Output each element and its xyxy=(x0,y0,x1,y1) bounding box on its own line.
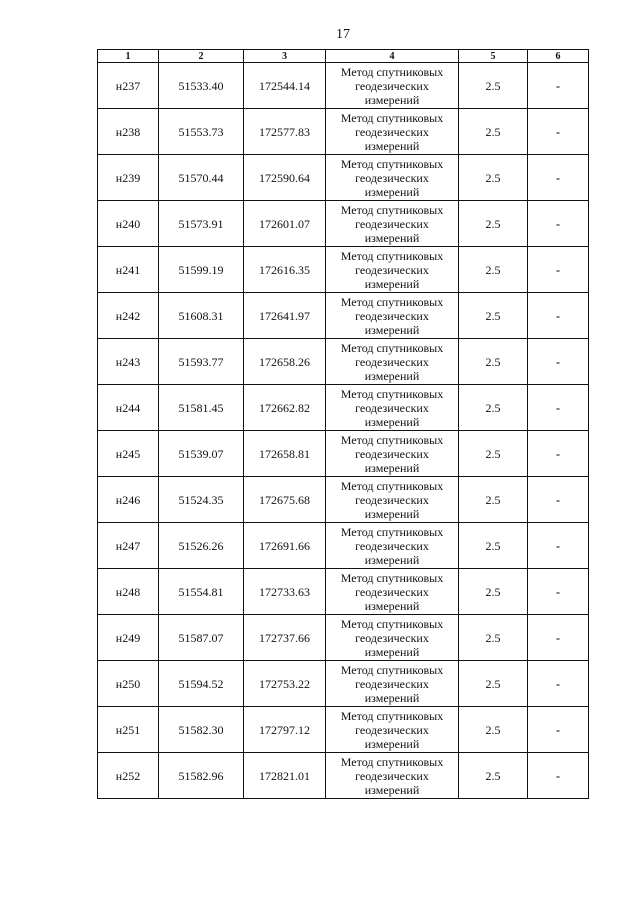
table-row xyxy=(98,615,589,661)
note-text: - xyxy=(556,492,560,507)
note-text: - xyxy=(556,216,560,231)
cell-note xyxy=(528,615,589,661)
cell-x: 51594.52 xyxy=(159,661,244,707)
cell-y: 172797.12 xyxy=(244,707,326,753)
table-row xyxy=(98,109,589,155)
note-text: - xyxy=(556,630,560,645)
cell-x: 51581.45 xyxy=(159,385,244,431)
cell-x: 51599.19 xyxy=(159,247,244,293)
note-text: - xyxy=(556,722,560,737)
note-text: - xyxy=(556,400,560,415)
header-cell-6: 6 xyxy=(528,50,589,63)
cell-method xyxy=(326,155,459,201)
cell-x: 51573.91 xyxy=(159,201,244,247)
cell-note xyxy=(528,477,589,523)
coordinates-table xyxy=(97,49,589,799)
table-row xyxy=(98,247,589,293)
header-cell-1: 1 xyxy=(98,50,159,63)
note-text: - xyxy=(556,78,560,93)
cell-y: 172658.26 xyxy=(244,339,326,385)
note-text: - xyxy=(556,446,560,461)
table-row xyxy=(98,431,589,477)
note-text: - xyxy=(556,124,560,139)
cell-y: 172675.68 xyxy=(244,477,326,523)
cell-accuracy: 2.5 xyxy=(459,339,528,385)
cell-y: 172658.81 xyxy=(244,431,326,477)
cell-accuracy: 2.5 xyxy=(459,247,528,293)
cell-x: 51570.44 xyxy=(159,155,244,201)
cell-point: н238 xyxy=(98,109,159,155)
cell-note xyxy=(528,385,589,431)
cell-x: 51582.30 xyxy=(159,707,244,753)
cell-point: н237 xyxy=(98,63,159,109)
method-text: Метод спутниковых геодезических измерений xyxy=(340,754,444,797)
method-text: Метод спутниковых геодезических измерений xyxy=(340,156,444,199)
cell-accuracy: 2.5 xyxy=(459,293,528,339)
cell-point: н239 xyxy=(98,155,159,201)
cell-note xyxy=(528,753,589,799)
table-row xyxy=(98,523,589,569)
cell-accuracy: 2.5 xyxy=(459,201,528,247)
cell-y: 172733.63 xyxy=(244,569,326,615)
page-number: 17 xyxy=(336,27,350,42)
cell-method xyxy=(326,63,459,109)
cell-note xyxy=(528,339,589,385)
cell-accuracy: 2.5 xyxy=(459,569,528,615)
table-row xyxy=(98,707,589,753)
cell-point: н241 xyxy=(98,247,159,293)
cell-y: 172737.66 xyxy=(244,615,326,661)
cell-note xyxy=(528,661,589,707)
table-row xyxy=(98,477,589,523)
table-row xyxy=(98,339,589,385)
cell-method xyxy=(326,201,459,247)
cell-note xyxy=(528,109,589,155)
note-text: - xyxy=(556,768,560,783)
cell-point: н245 xyxy=(98,431,159,477)
note-text: - xyxy=(556,308,560,323)
cell-y: 172753.22 xyxy=(244,661,326,707)
cell-accuracy: 2.5 xyxy=(459,661,528,707)
cell-y: 172641.97 xyxy=(244,293,326,339)
cell-y: 172691.66 xyxy=(244,523,326,569)
table-row xyxy=(98,293,589,339)
header-cell-3: 3 xyxy=(244,50,326,63)
method-text: Метод спутниковых геодезических измерений xyxy=(340,616,444,659)
table-row xyxy=(98,385,589,431)
cell-method xyxy=(326,293,459,339)
cell-x: 51524.35 xyxy=(159,477,244,523)
note-text: - xyxy=(556,538,560,553)
cell-x: 51533.40 xyxy=(159,63,244,109)
method-text: Метод спутниковых геодезических измерений xyxy=(340,248,444,291)
header-cell-5: 5 xyxy=(459,50,528,63)
cell-x: 51554.81 xyxy=(159,569,244,615)
table-row xyxy=(98,661,589,707)
cell-y: 172590.64 xyxy=(244,155,326,201)
header-cell-2: 2 xyxy=(159,50,244,63)
method-text: Метод спутниковых геодезических измерений xyxy=(340,662,444,705)
cell-note xyxy=(528,201,589,247)
cell-y: 172601.07 xyxy=(244,201,326,247)
cell-method xyxy=(326,569,459,615)
cell-method xyxy=(326,707,459,753)
cell-y: 172821.01 xyxy=(244,753,326,799)
method-text: Метод спутниковых геодезических измерений xyxy=(340,386,444,429)
cell-note xyxy=(528,523,589,569)
cell-note xyxy=(528,63,589,109)
cell-method xyxy=(326,615,459,661)
cell-y: 172577.83 xyxy=(244,109,326,155)
cell-accuracy: 2.5 xyxy=(459,707,528,753)
cell-method xyxy=(326,523,459,569)
cell-method xyxy=(326,477,459,523)
cell-method xyxy=(326,109,459,155)
method-text: Метод спутниковых геодезических измерений xyxy=(340,708,444,751)
cell-y: 172544.14 xyxy=(244,63,326,109)
method-text: Метод спутниковых геодезических измерений xyxy=(340,340,444,383)
cell-x: 51539.07 xyxy=(159,431,244,477)
cell-point: н249 xyxy=(98,615,159,661)
table-header-row xyxy=(98,50,589,63)
cell-point: н243 xyxy=(98,339,159,385)
cell-y: 172616.35 xyxy=(244,247,326,293)
table-row xyxy=(98,63,589,109)
cell-accuracy: 2.5 xyxy=(459,477,528,523)
cell-note xyxy=(528,293,589,339)
method-text: Метод спутниковых геодезических измерений xyxy=(340,110,444,153)
cell-note xyxy=(528,707,589,753)
note-text: - xyxy=(556,170,560,185)
method-text: Метод спутниковых геодезических измерений xyxy=(340,64,444,107)
cell-x: 51587.07 xyxy=(159,615,244,661)
note-text: - xyxy=(556,354,560,369)
cell-accuracy: 2.5 xyxy=(459,155,528,201)
cell-point: н251 xyxy=(98,707,159,753)
cell-point: н252 xyxy=(98,753,159,799)
cell-point: н250 xyxy=(98,661,159,707)
cell-accuracy: 2.5 xyxy=(459,753,528,799)
method-text: Метод спутниковых геодезических измерений xyxy=(340,202,444,245)
cell-method xyxy=(326,385,459,431)
cell-x: 51593.77 xyxy=(159,339,244,385)
cell-point: н244 xyxy=(98,385,159,431)
cell-accuracy: 2.5 xyxy=(459,523,528,569)
method-text: Метод спутниковых геодезических измерений xyxy=(340,478,444,521)
cell-accuracy: 2.5 xyxy=(459,109,528,155)
cell-method xyxy=(326,247,459,293)
note-text: - xyxy=(556,584,560,599)
cell-accuracy: 2.5 xyxy=(459,63,528,109)
table-row xyxy=(98,753,589,799)
cell-accuracy: 2.5 xyxy=(459,385,528,431)
header-cell-4: 4 xyxy=(326,50,459,63)
cell-y: 172662.82 xyxy=(244,385,326,431)
cell-method xyxy=(326,431,459,477)
cell-accuracy: 2.5 xyxy=(459,615,528,661)
cell-note xyxy=(528,431,589,477)
cell-x: 51608.31 xyxy=(159,293,244,339)
cell-x: 51526.26 xyxy=(159,523,244,569)
method-text: Метод спутниковых геодезических измерений xyxy=(340,432,444,475)
cell-point: н240 xyxy=(98,201,159,247)
cell-note xyxy=(528,155,589,201)
cell-note xyxy=(528,247,589,293)
cell-note xyxy=(528,569,589,615)
cell-method xyxy=(326,753,459,799)
method-text: Метод спутниковых геодезических измерений xyxy=(340,524,444,567)
table-body xyxy=(98,63,589,799)
cell-method xyxy=(326,339,459,385)
table-row xyxy=(98,569,589,615)
method-text: Метод спутниковых геодезических измерений xyxy=(340,570,444,613)
method-text: Метод спутниковых геодезических измерений xyxy=(340,294,444,337)
cell-point: н248 xyxy=(98,569,159,615)
cell-point: н246 xyxy=(98,477,159,523)
cell-point: н247 xyxy=(98,523,159,569)
cell-x: 51553.73 xyxy=(159,109,244,155)
note-text: - xyxy=(556,262,560,277)
cell-method xyxy=(326,661,459,707)
table-row xyxy=(98,155,589,201)
note-text: - xyxy=(556,676,560,691)
cell-point: н242 xyxy=(98,293,159,339)
cell-accuracy: 2.5 xyxy=(459,431,528,477)
table-row xyxy=(98,201,589,247)
cell-x: 51582.96 xyxy=(159,753,244,799)
